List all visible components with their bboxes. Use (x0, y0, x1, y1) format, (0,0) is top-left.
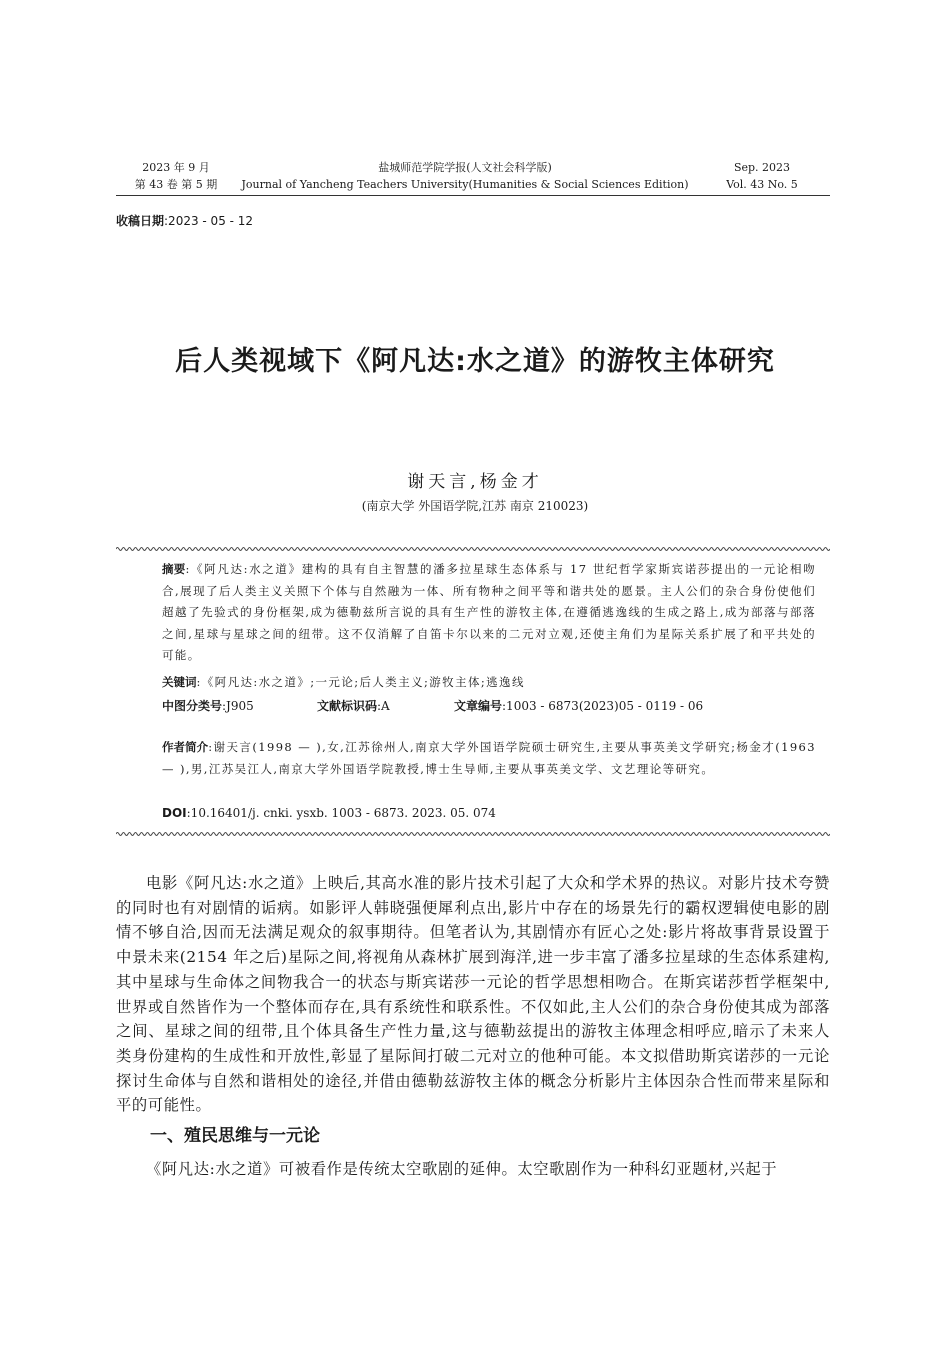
received-date (116, 212, 253, 229)
paragraph-text: 电影《阿凡达:水之道》上映后,其高水准的影片技术引起了大众和学术界的热议。对影片技术夸赞的同时也有对剧情的诟病。如影评人韩晓强便犀利点出,影片中存在的场景先行的霸权逻辑使电影的剧情不够自洽,因而无法满足观众的叙事期待。但笔者认为,其剧情亦有匠心之处:影片将故事背景设置于中景未来(2154 年之后)星际之间,将视角从森林扩展到海洋,进一步丰富了潘多拉星球的生态体系建构,其中星球与生命体之间物我合一的状态与斯宾诺莎一元论的哲学思想相吻合。在斯宾诺莎哲学框架中,世界或自然皆作为一个整体而存在,具有系统性和联系性。不仅如此,主人公们的杂合身份使其成为部落之间、星球之间的纽带,且个体具备生产性力量,这与德勒兹提出的游牧主体理念相呼应,暗示了未来人类身份建构的生成性和开放性,彰显了星际间打破二元对立的他种可能。本文拟借助斯宾诺莎的一元论探讨生命体与自然和谐相处的途径,并借由德勒兹游牧主体的概念分析影片主体因杂合性而带来星际和平的可能性。 (116, 874, 830, 1115)
keywords-label: 关键词 (162, 675, 197, 689)
author-bio (136, 737, 816, 780)
received-value: :2023 - 05 - 12 (164, 214, 254, 228)
document-code (317, 697, 390, 714)
article-number-value: :1003 - 6873(2023)05 - 0119 - 06 (502, 699, 704, 713)
header-volume-en: Vol. 43 No. 5 (726, 178, 798, 191)
doi-label: DOI (162, 806, 187, 820)
article-number (454, 697, 703, 714)
body-paragraph-2: 《阿凡达:水之道》可被看作是传统太空歌剧的延伸。太空歌剧作为一种科幻亚题材,兴起于 (146, 1160, 778, 1178)
author-bio-label: 作者简介 (162, 740, 209, 754)
document-code-value: :A (377, 699, 390, 713)
classification-value: :J905 (222, 699, 254, 713)
abstract-label: 摘要 (162, 562, 186, 576)
header-date-en (716, 159, 808, 193)
keywords (136, 672, 816, 694)
header-journal (230, 159, 700, 193)
abstract (136, 559, 816, 667)
header-month-en: Sep. 2023 (733, 161, 791, 174)
body-paragraph-1 (116, 871, 830, 1118)
affiliation: (南京大学 外国语学院,江苏 南京 210023) (361, 499, 589, 513)
classification (162, 697, 254, 714)
wavy-divider-top (116, 545, 830, 553)
header-journal-cn: 盐城师范学院学报(人文社会科学版) (378, 161, 552, 174)
header-date (130, 159, 222, 193)
authors: 谢天言,杨金才 (407, 472, 543, 492)
author-bio-text: :谢天言(1998 — ),女,江苏徐州人,南京大学外国语学院硕士研究生,主要从事英美文学研究;杨金才(1963 — ),男,江苏吴江人,南京大学外国语学院教授,博士生导师,主要从事英美文学、文艺理论等研究。 (162, 740, 816, 776)
section-heading: 一、殖民思维与一元论 (150, 1126, 320, 1146)
abstract-text: :《阿凡达:水之道》建构的具有自主智慧的潘多拉星球生态体系与 17 世纪哲学家斯宾诺莎提出的一元论相吻合,展现了后人类主义关照下个体与自然融为一体、所有物种之间平等和谐共处的愿景。主人公们的杂合身份使他们超越了先验式的身份框架,成为德勒兹所言说的具有生产性的游牧主体,在遵循逃逸线的生成之路上,成为部落与部落之间,星球与星球之间的纽带。这不仅消解了自笛卡尔以来的二元对立观,还使主角们为星际关系扩展了和平共处的可能。 (162, 562, 816, 662)
header-date-line: 2023 年 9 月 (142, 161, 210, 174)
doi (162, 806, 496, 820)
article-number-label: 文章编号 (454, 699, 503, 713)
received-label: 收稿日期 (116, 214, 165, 228)
keywords-value: :《阿凡达:水之道》;一元论;后人类主义;游牧主体;逃逸线 (196, 675, 525, 689)
wavy-divider-bottom (116, 830, 830, 838)
document-code-label: 文献标识码 (317, 699, 378, 713)
header-rule (116, 195, 830, 196)
classification-label: 中图分类号 (162, 699, 223, 713)
header-volume-line: 第 43 卷 第 5 期 (134, 178, 218, 191)
header-journal-en: Journal of Yancheng Teachers University(Humanities & Social Sciences Edition) (241, 178, 689, 191)
doi-value: :10.16401/j. cnki. ysxb. 1003 - 6873. 2023. 05. 074 (186, 806, 496, 820)
page-title: 后人类视域下《阿凡达:水之道》的游牧主体研究 (175, 346, 775, 377)
